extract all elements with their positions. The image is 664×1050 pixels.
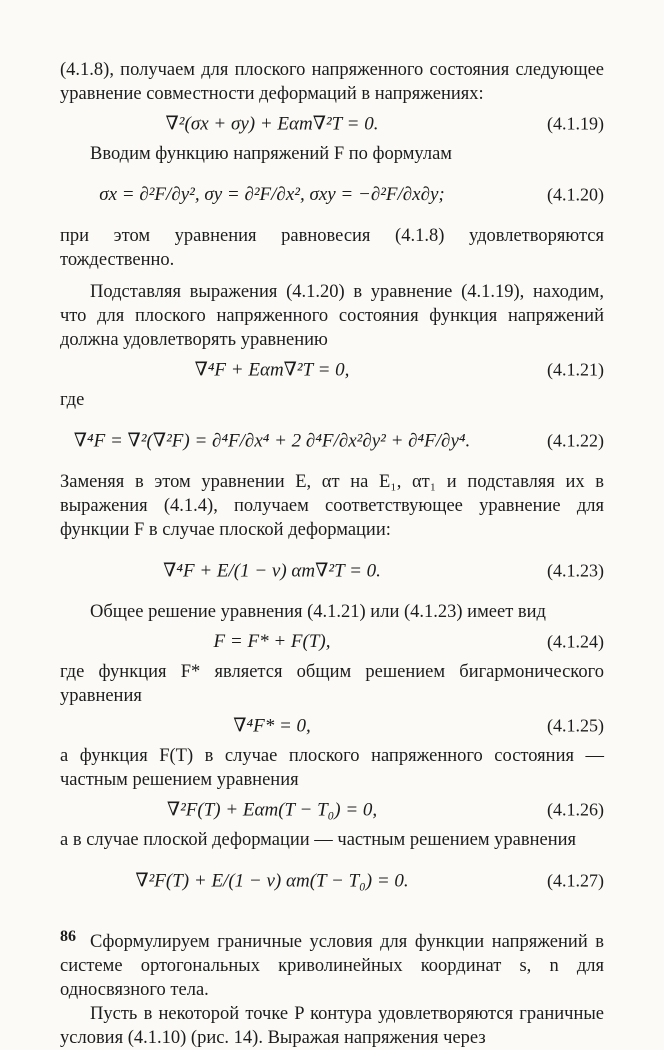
equation-4-1-24 [60,624,604,660]
equation-formula: F = F* + F(T), [213,631,331,652]
equation-formula: σx = ∂²F/∂y², σy = ∂²F/∂x², σxy = −∂²F/∂x∂y; [99,184,445,205]
page-number: 86 [60,928,76,945]
equation-formula: ∇²F(T) + Eαт(T − T₀) = 0, [166,799,378,821]
equation-number: (4.1.19) [547,113,604,134]
equation-number: (4.1.26) [547,799,604,820]
equation-formula: ∇²(σx + σy) + Eαт∇²T = 0. [165,113,379,135]
equation-formula: ∇⁴F + Eαт∇²T = 0, [194,359,350,381]
equation-4-1-23 [60,542,604,600]
equation-number: (4.1.20) [547,184,604,205]
paragraph-6: Заменяя в этом уравнении E, αт на E₁, αт₁ и подставляя их в выражения (4.1.4), получаем соответствующее уравнение для функции F в случае плоской деформации: [60,472,604,540]
equation-formula: ∇⁴F = ∇²(∇²F) = ∂⁴F/∂x⁴ + 2 ∂⁴F/∂x²∂y² + ∂⁴F/∂y⁴. [73,430,471,452]
equation-4-1-20 [60,166,604,224]
equation-4-1-19 [60,106,604,142]
equation-formula: ∇⁴F + E/(1 − ν) αт∇²T = 0. [163,560,381,582]
paragraph-10: а в случае плоской деформации — частным решением уравнения [60,830,577,850]
paragraph-3: при этом уравнения равновесия (4.1.8) удовлетворяются тождественно. [60,226,604,270]
paragraph-12: Пусть в некоторой точке P контура удовлетворяются граничные условия (4.1.10) (рис. 14). Выражая напряжения через [60,1004,604,1048]
equation-number: (4.1.25) [547,715,604,736]
paragraph-9: а функция F(T) в случае плоского напряженного состояния — частным решением уравнения [60,746,604,790]
paragraph-4: Подставляя выражения (4.1.20) в уравнение (4.1.19), находим, что для плоского напряженного состояния функция напряжений должна удовлетворять уравнению [60,282,604,350]
equation-4-1-22 [60,412,604,470]
paragraph-5: где [60,390,85,410]
paragraph-11: Сформулируем граничные условия для функции напряжений в системе ортогональных криволинейных координат s, n для односвязного тела. [60,932,604,1000]
paragraph-7: Общее решение уравнения (4.1.21) или (4.1.23) имеет вид [90,602,546,622]
equation-number: (4.1.21) [547,359,604,380]
paragraph-8: где функция F* является общим решением бигармонического уравнения [60,662,604,706]
equation-4-1-27 [60,852,604,910]
equation-number: (4.1.24) [547,631,604,652]
equation-4-1-21 [60,352,604,388]
equation-number: (4.1.27) [547,870,604,891]
equation-4-1-25 [60,708,604,744]
equation-4-1-26 [60,792,604,828]
equation-number: (4.1.22) [547,430,604,451]
equation-formula: ∇²F(T) + E/(1 − ν) αт(T − T₀) = 0. [135,870,409,892]
equation-formula: ∇⁴F* = 0, [233,715,311,737]
equation-number: (4.1.23) [547,560,604,581]
paragraph-2: Вводим функцию напряжений F по формулам [90,144,453,164]
paragraph-1: (4.1.8), получаем для плоского напряженного состояния следующее уравнение совместности деформаций в напряжениях: [60,60,604,104]
